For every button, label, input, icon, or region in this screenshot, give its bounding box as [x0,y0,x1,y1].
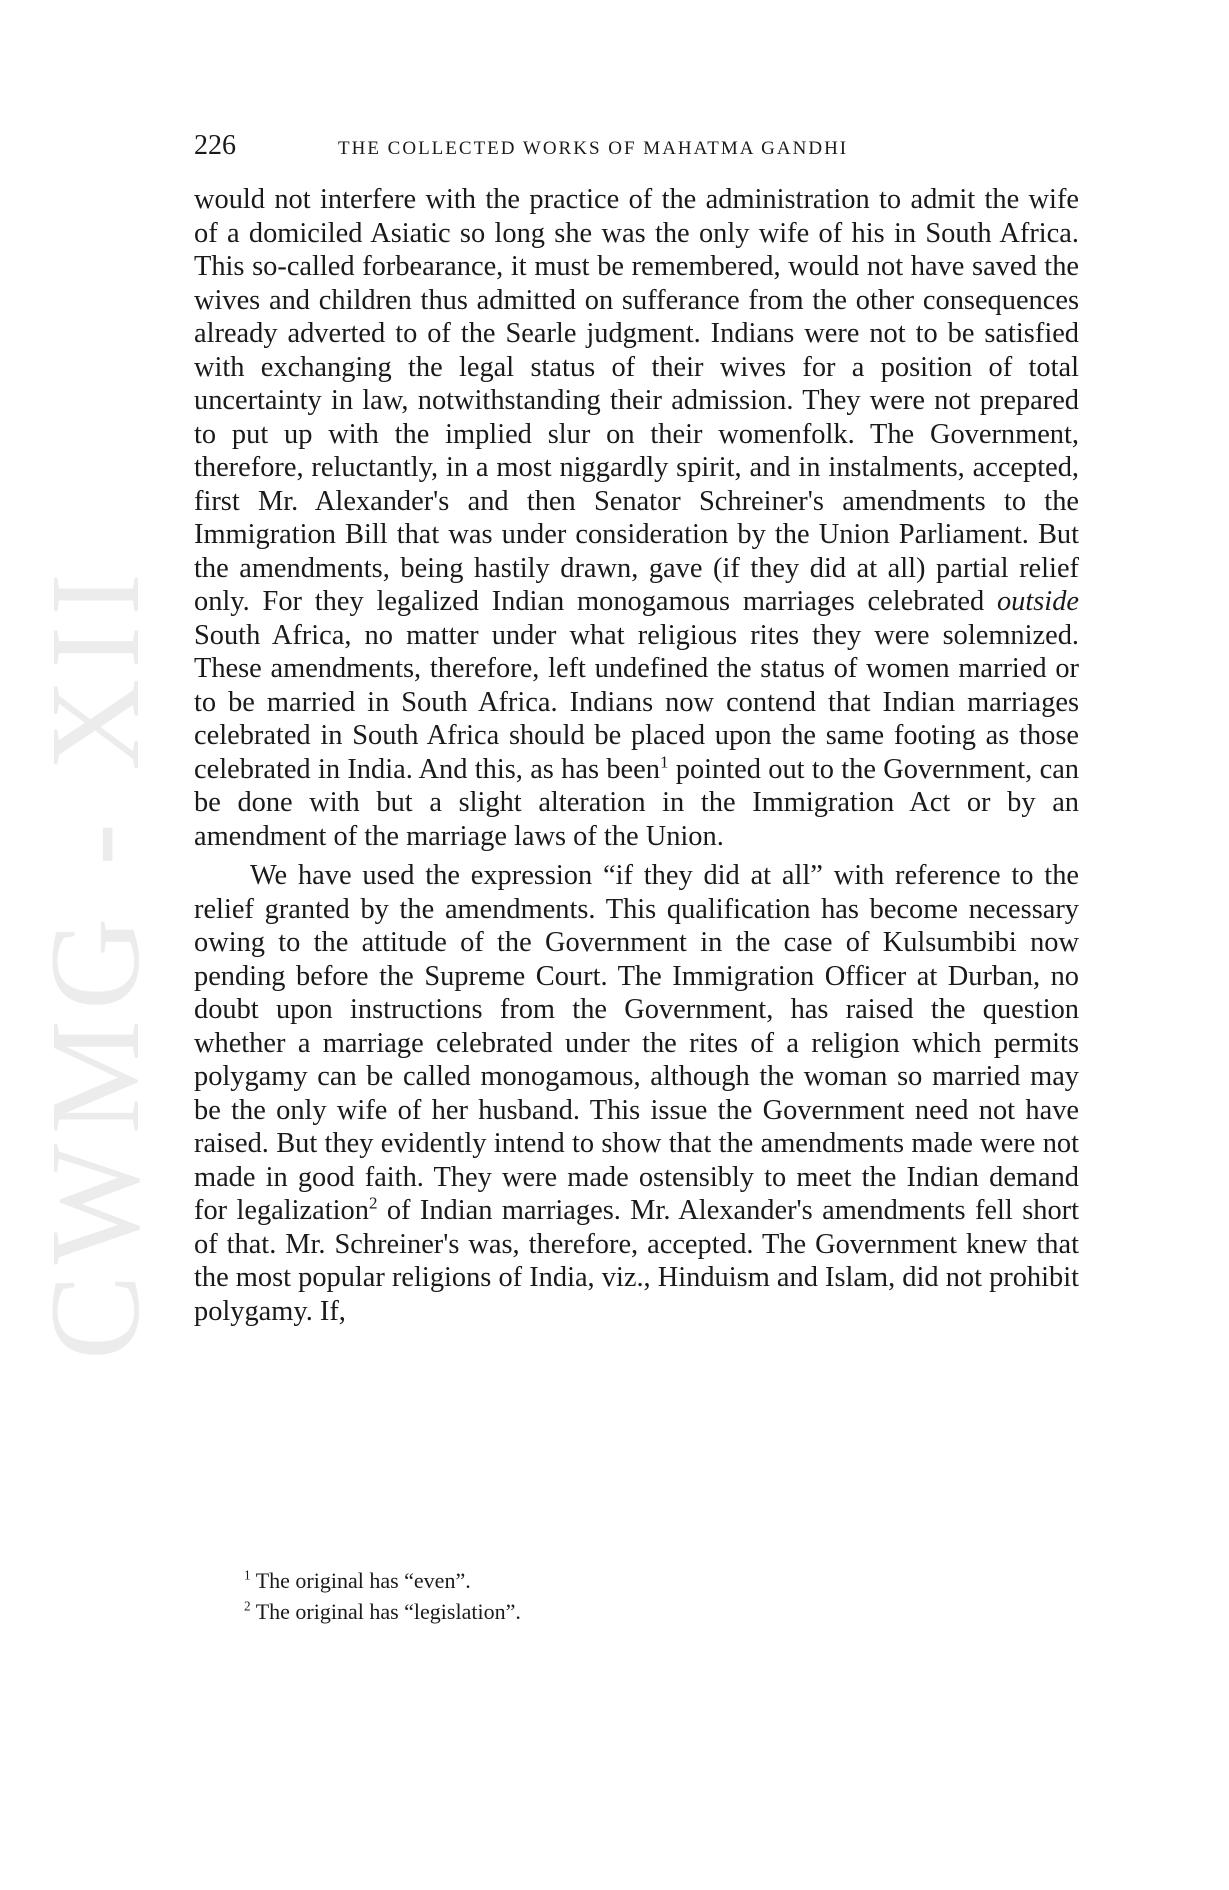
footnote-ref: 2 [368,1193,378,1213]
page-number: 226 [194,130,236,161]
paragraph-text: pointed out to the Government, can be done with but a slight alteration in the Immigration Act or by an amendment of the marriage laws of the Union. [194,753,1079,852]
watermark: CWMG - XII [24,563,166,1360]
paragraph-text: South Africa, no matter under what religious rites they were solemnized. These amendments, therefore, left undefined the status of women married or to be married in South Africa. Indians now contend that Indian marriages celebrated in South Africa should be placed upon the same footing as those celebrated in India. And this, as has been [194,619,1079,785]
footnote [244,1565,1079,1596]
footnote-text: The original has “even”. [250,1568,471,1593]
footnote-text: The original has “legislation”. [250,1599,521,1624]
body-text [194,183,1079,1328]
footnotes [244,1565,1079,1627]
footnote-mark: 1 [244,1567,251,1583]
footnote-ref: 1 [659,752,669,772]
footnote-mark: 2 [244,1598,251,1614]
paragraph-text: We have used the expression “if they did at all” with reference to the relief granted by the amendments. This qualification has become necessary owing to the attitude of the Government in the case of Kulsumbibi now pending before the Supreme Court. The Immigration Officer at Durban, no doubt upon instructions from the Government, has raised the question whether a marriage celebrated under the rites of a religion which permits polygamy can be called monogamous, although the woman so married may be the only wife of her husband. This issue the Government need not have raised. But they evidently intend to show that the amendments made were not made in good faith. They were made ostensibly to meet the Indian demand for legalization [194,860,1079,1226]
italic-word: outside [996,586,1079,617]
running-title: THE COLLECTED WORKS OF MAHATMA GANDHI [338,138,849,159]
paragraph-text: of Indian marriages. Mr. Alexander's amendments fell short of that. Mr. Schreiner's was, therefore, accepted. The Government knew that the most popular religions of India, viz., Hinduism and Islam, did not prohibit polygamy. If, [194,1195,1079,1327]
paragraph [194,859,1079,1328]
paragraph-text: would not interfere with the practice of the administration to admit the wife of a domiciled Asiatic so long she was the only wife of his in South Africa. This so-called forbearance, it must be remembered, would not have saved the wives and children thus admitted on sufferance from the other consequences already adverted to of the Searle judgment. Indians were not to be satisfied with exchanging the legal status of their wives for a position of total uncertainty in law, notwithstanding their admission. They were not prepared to put up with the implied slur on their womenfolk. The Government, therefore, reluctantly, in a most niggardly spirit, and in instalments, accepted, first Mr. Alexander's and then Senator Schreiner's amendments to the Immigration Bill that was under consideration by the Union Parliament. But the amendments, being hastily drawn, gave (if they did at all) partial relief only. For they legalized Indian monogamous marriages celebrated [194,184,1079,617]
paragraph [194,183,1079,853]
footnote [244,1596,1079,1627]
